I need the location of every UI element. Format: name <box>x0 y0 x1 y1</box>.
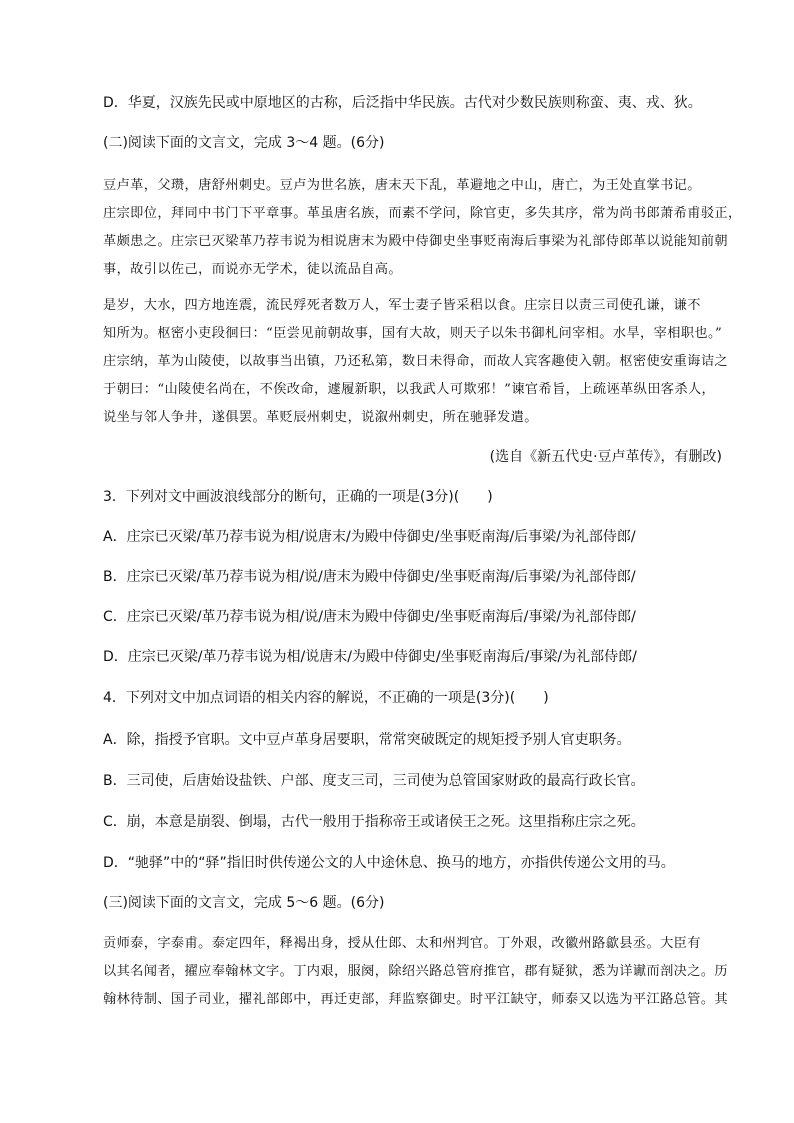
passage-line: 知所为。枢密小吏段徊曰：“臣尝见前朝故事，国有大故，则天子以朱书御札问宰相。水旱，宰相职也。” <box>103 326 723 341</box>
question-3-option-c: C．庄宗已灭梁/革乃荐韦说为相/说/唐末为殿中侍御史/坐事贬南海后/事梁/为礼部侍郎/ <box>103 609 636 625</box>
passage-line: 以其名闻者，擢应奉翰林文字。丁内艰，服阕，除绍兴路总管府推官，郡有疑狱，悉为详谳而剖决之。历 <box>103 964 729 979</box>
question-4-stem: 4．下列对文中加点词语的相关内容的解说，不正确的一项是(3分)( ) <box>103 690 549 706</box>
question-4-option-c: C．崩，本意是崩裂、倒塌，古代一般用于指称帝王或诸侯王之死。这里指称庄宗之死。 <box>103 814 645 830</box>
passage-line: 翰林待制、国子司业，擢礼部郎中，再迁吏部，拜监察御史。时平江缺守，师泰又以选为平江路总管。其 <box>103 992 729 1007</box>
section-3-heading: (三)阅读下面的文言文，完成 5～6 题。(6分) <box>103 895 385 911</box>
prev-option-d: D．华夏，汉族先民或中原地区的古称，后泛指中华民族。古代对少数民族则称蛮、夷、戎、狄。 <box>103 95 702 111</box>
passage-line: 贡师泰，字泰甫。泰定四年，释褐出身，授从仕郎、太和州判官。丁外艰，改徽州路歙县丞。大臣有 <box>103 936 701 951</box>
section-2-heading: (二)阅读下面的文言文，完成 3～4 题。(6分) <box>103 135 385 151</box>
question-4-option-a: A．除，指授予官职。文中豆卢革身居要职，常常突破既定的规矩授予别人官吏职务。 <box>103 732 631 748</box>
passage-1-paragraph-2 <box>103 292 729 432</box>
passage-line: 于朝曰：“山陵使名尚在，不俟改命，遽履新职，以我武人可欺邪！”谏官希旨，上疏诬革纵田客杀人， <box>103 382 716 397</box>
passage-line: 庄宗纳，革为山陵使，以故事当出镇，乃还私第，数日未得命，而故人宾客趣使入朝。枢密使安重诲诘之 <box>103 354 729 369</box>
question-3-stem: 3．下列对文中画波浪线部分的断句，正确的一项是(3分)( ) <box>103 489 493 505</box>
passage-line: 革颇患之。庄宗已灭梁革乃荐韦说为相说唐末为殿中侍御史坐事贬南海后事梁为礼部侍郎革以说能知前朝 <box>103 234 729 249</box>
passage-line: 庄宗即位，拜同中书门下平章事。革虽唐名族，而素不学问，除官吏，多失其序，常为尚书郎萧希甫驳正， <box>103 206 742 221</box>
question-3-option-a: A．庄宗已灭梁/革乃荐韦说为相/说唐末/为殿中侍御史/坐事贬南海/后事梁/为礼部侍郎/ <box>103 529 636 545</box>
question-3-option-b: B．庄宗已灭梁/革乃荐韦说为相/说/唐末为殿中侍御史/坐事贬南海/后事梁/为礼部侍郎/ <box>103 569 636 585</box>
passage-1-paragraph-1 <box>103 172 742 284</box>
question-4-option-b: B．三司使，后唐始设盐铁、户部、度支三司，三司使为总管国家财政的最高行政长官。 <box>103 773 645 789</box>
passage-line: 是岁，大水，四方地连震，流民殍死者数万人，军士妻子皆采稆以食。庄宗日以责三司使孔谦，谦不 <box>103 298 701 313</box>
question-3-option-d: D．庄宗已灭梁/革乃荐韦说为相/说唐末/为殿中侍御史/坐事贬南海后/事梁/为礼部侍郎/ <box>103 649 637 665</box>
passage-2 <box>103 930 729 1014</box>
passage-line: 事，故引以佐己，而说亦无学术，徒以流品自高。 <box>103 262 402 277</box>
passage-line: 豆卢革，父瓒，唐舒州刺史。豆卢为世名族，唐末天下乱，革避地之中山，唐亡，为王处直掌书记。 <box>103 178 701 193</box>
passage-line: 说坐与邻人争井，遂俱罢。革贬辰州刺史，说溆州刺史，所在驰驿发遣。 <box>103 410 538 425</box>
passage-1-source: (选自《新五代史·豆卢革传》，有删改) <box>489 449 722 465</box>
question-4-option-d: D．“驰驿”中的“驿”指旧时供传递公文的人中途休息、换马的地方，亦指供传递公文用的马。 <box>103 855 675 871</box>
